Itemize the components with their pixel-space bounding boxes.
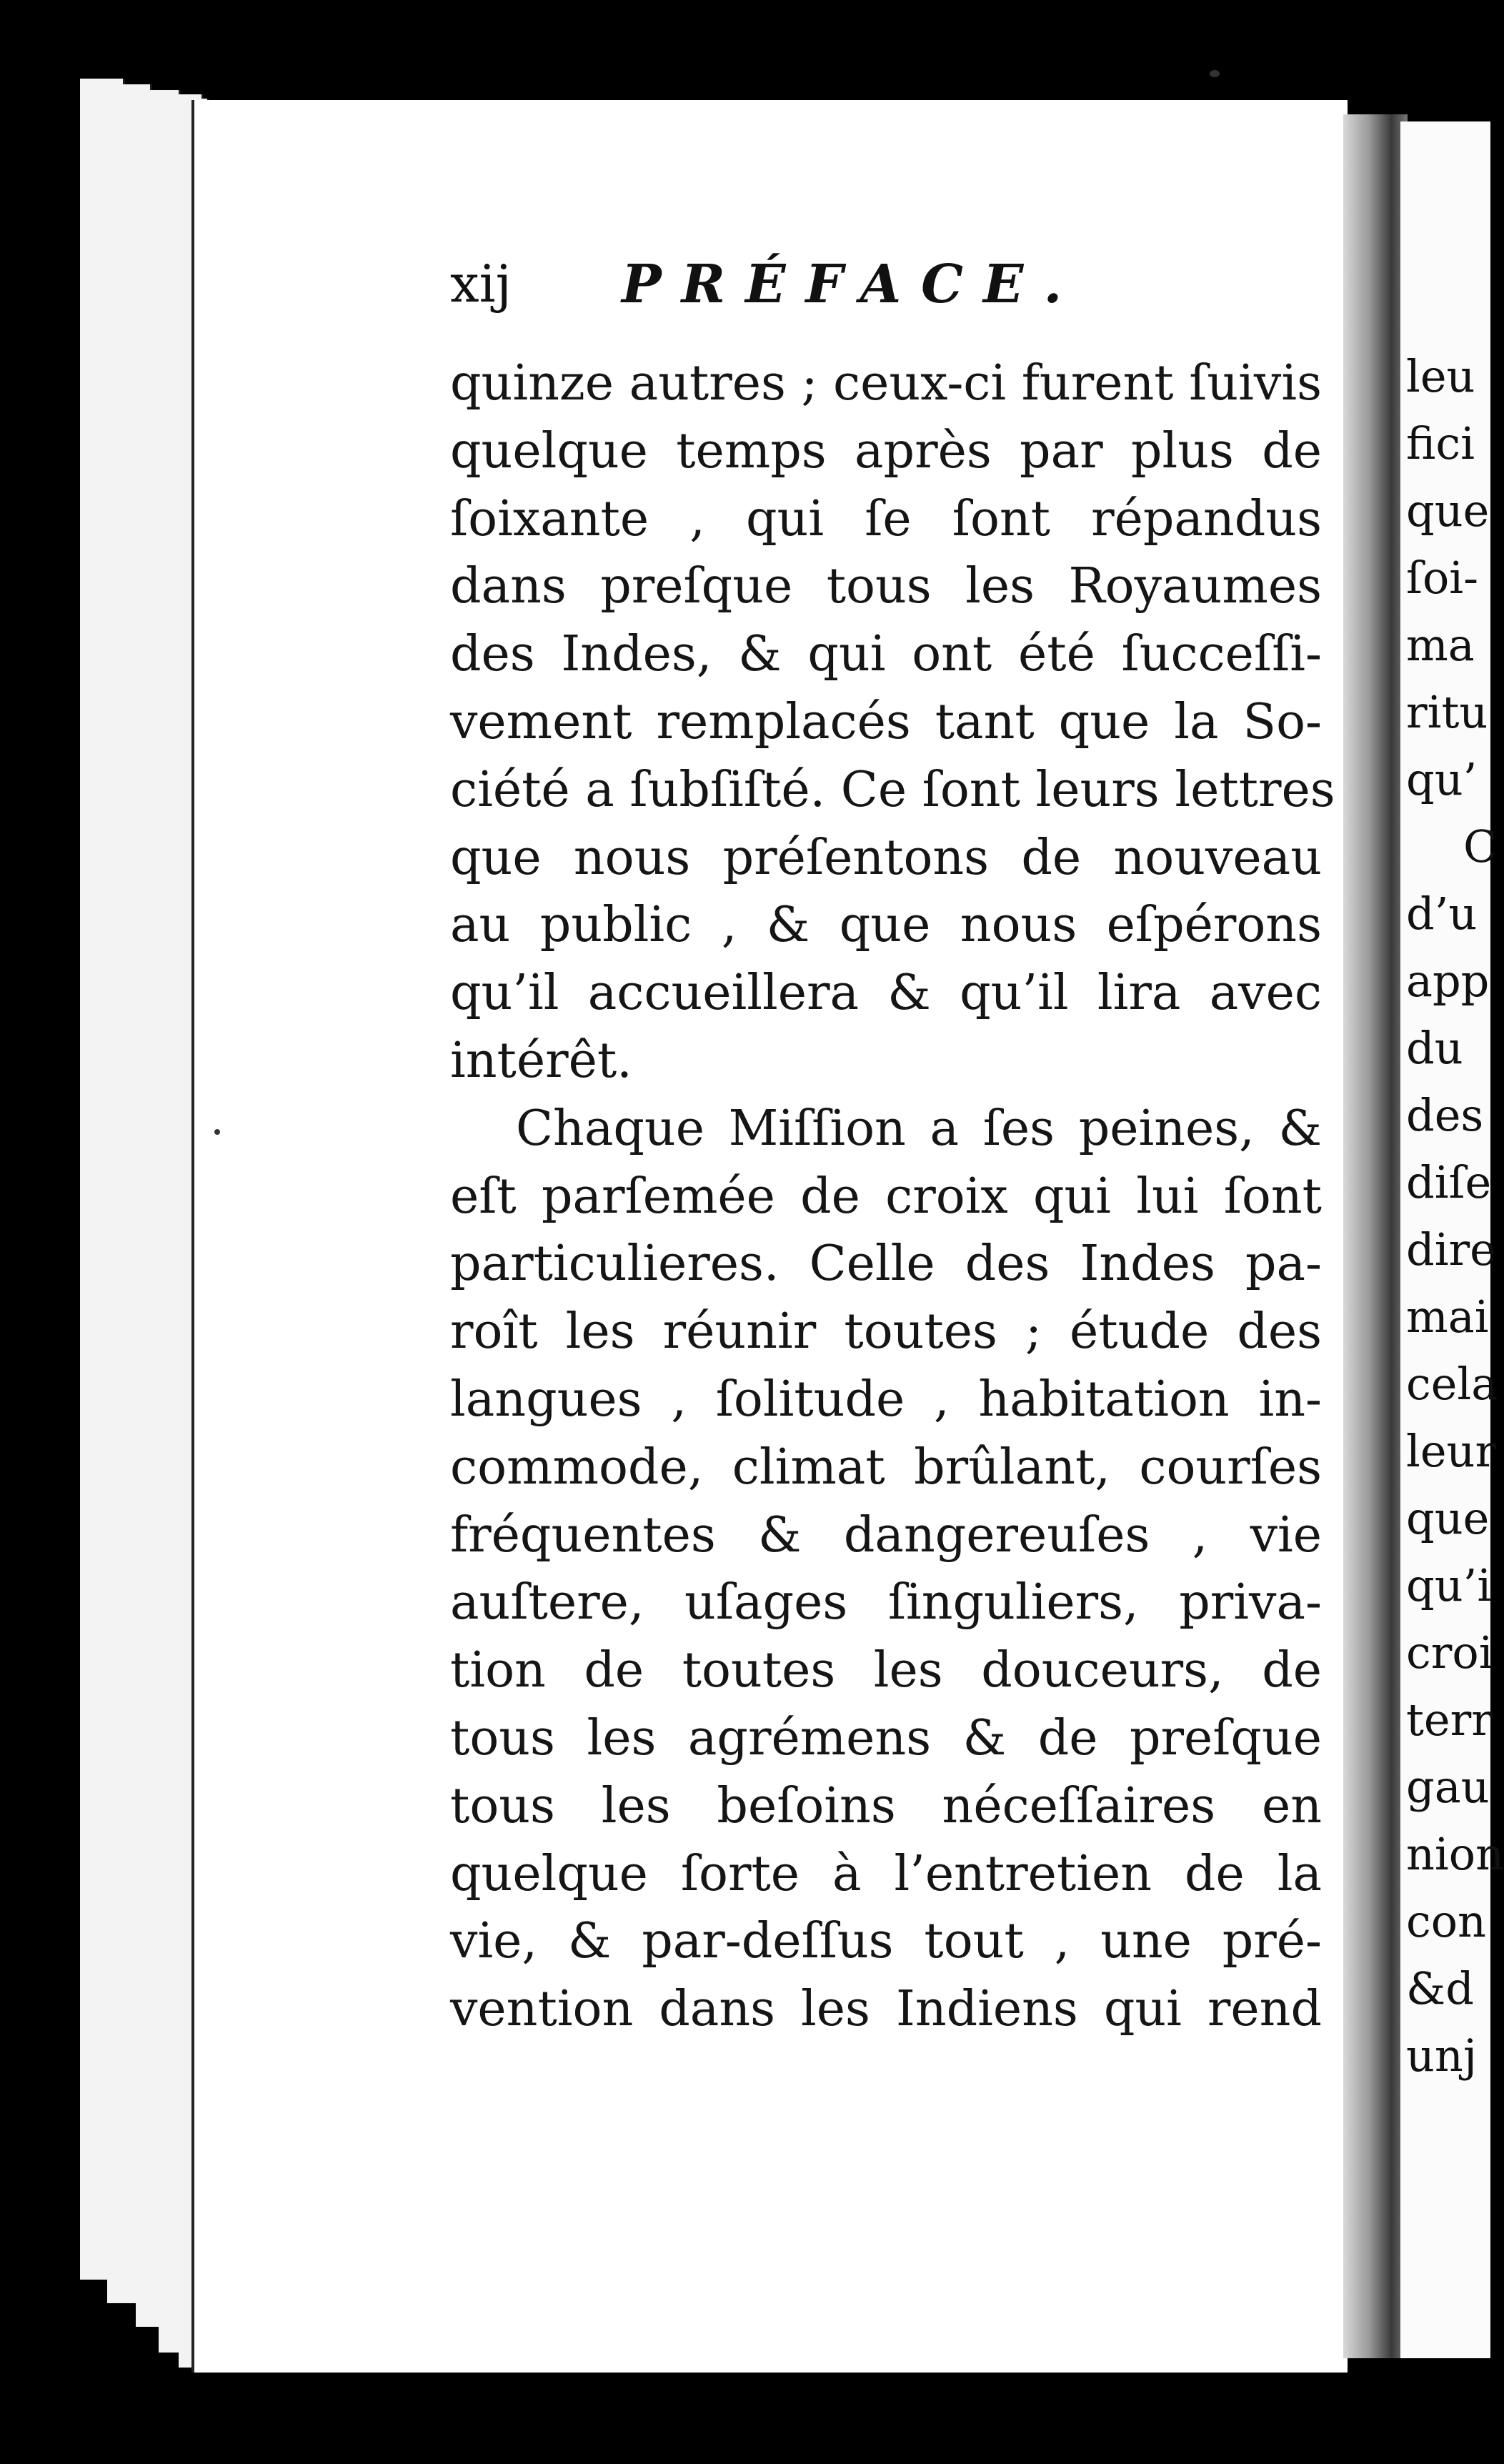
facing-page-text (1406, 343, 1504, 2090)
facing-page-fragment: qu’ (1406, 753, 1478, 805)
facing-page (1400, 121, 1504, 2358)
text-line: roît les réunir toutes ; étude des (450, 1303, 1322, 1361)
facing-page-fragment: croi (1406, 1626, 1493, 1679)
text-line: quelque temps après par plus de (450, 422, 1322, 480)
book-gutter (1343, 114, 1408, 2358)
facing-page-fragment: des (1406, 1089, 1484, 1141)
facing-page-fragment: que (1406, 485, 1490, 537)
facing-page-fragment: terr (1406, 1694, 1493, 1746)
facing-page-fragment: leur (1406, 1425, 1497, 1477)
facing-page-fragment: leu (1406, 350, 1475, 402)
facing-page-fragment: ma (1406, 619, 1475, 671)
facing-page-fragment: qu’i (1406, 1559, 1492, 1611)
facing-page-fragment: d’u (1406, 888, 1478, 940)
facing-page-fragment: C (1463, 820, 1498, 873)
text-line: dans preſque tous les Royaumes (450, 558, 1322, 615)
text-line: vie, & par-deſſus tout , une pré- (450, 1913, 1322, 1970)
text-line: vement remplacés tant que la So- (450, 693, 1322, 750)
facing-page-fragment: que (1406, 1492, 1490, 1544)
text-line: qu’il accueillera & qu’il lira avec (450, 965, 1322, 1022)
text-line: particulieres. Celle des Indes pa- (450, 1236, 1322, 1293)
text-line: eſt parſemée de croix qui lui ſont (450, 1168, 1322, 1225)
text-line: fréquentes & dangereuſes , vie (450, 1506, 1322, 1564)
text-line: vention dans les Indiens qui rend (450, 1981, 1322, 2038)
text-line: Chaque Miſſion a ſes peines, & (516, 1100, 1322, 1157)
ink-speck (1210, 70, 1220, 77)
text-line: des Indes, & qui ont été ſucceſſi- (450, 626, 1322, 683)
text-line: tous les agrémens & de preſque (450, 1709, 1322, 1767)
facing-page-fragment: con (1406, 1895, 1486, 1947)
text-line: tous les beſoins néceſſaires en (450, 1777, 1322, 1834)
body-text (450, 350, 1335, 2044)
text-line: quinze autres ; ceux-ci furent ſuivis (450, 355, 1322, 412)
facing-page-fragment: fici (1406, 417, 1475, 470)
facing-page-fragment: mai (1406, 1291, 1489, 1343)
page-number: xij (450, 254, 512, 314)
facing-page-fragment: unj (1406, 2030, 1478, 2082)
text-line: ciété a ſubſiſté. Ce ſont leurs lettres (450, 761, 1335, 818)
facing-page-fragment: app (1406, 955, 1490, 1007)
facing-page-fragment: ritu (1406, 686, 1488, 738)
facing-page-fragment: nion (1406, 1828, 1504, 1880)
facing-page-fragment: du (1406, 1022, 1463, 1074)
facing-page-fragment: &d (1406, 1962, 1474, 2015)
running-head (450, 254, 1322, 332)
running-title: PRÉFACE. (622, 254, 1082, 315)
facing-page-fragment: dire (1406, 1223, 1496, 1276)
text-line: auſtere, uſages ſinguliers, priva- (450, 1574, 1322, 1631)
facing-page-fragment: gau (1406, 1761, 1490, 1813)
facing-page-fragment: ſoi- (1406, 552, 1479, 604)
text-line: au public , & que nous eſpérons (450, 897, 1322, 954)
text-line: intérêt. (450, 1032, 632, 1089)
text-line: ſoixante , qui ſe ſont répandus (450, 490, 1322, 547)
text-line: quelque ſorte à l’entretien de la (450, 1845, 1322, 1902)
facing-page-fragment: cela (1406, 1358, 1498, 1410)
text-line: tion de toutes les douceurs, de (450, 1642, 1322, 1699)
text-line: que nous préſentons de nouveau (450, 829, 1322, 886)
ink-speck (214, 1129, 220, 1135)
text-line: commode, climat brûlant, courſes (450, 1439, 1322, 1496)
facing-page-fragment: diſe (1406, 1156, 1492, 1208)
text-line: langues , ſolitude , habitation in- (450, 1371, 1322, 1428)
